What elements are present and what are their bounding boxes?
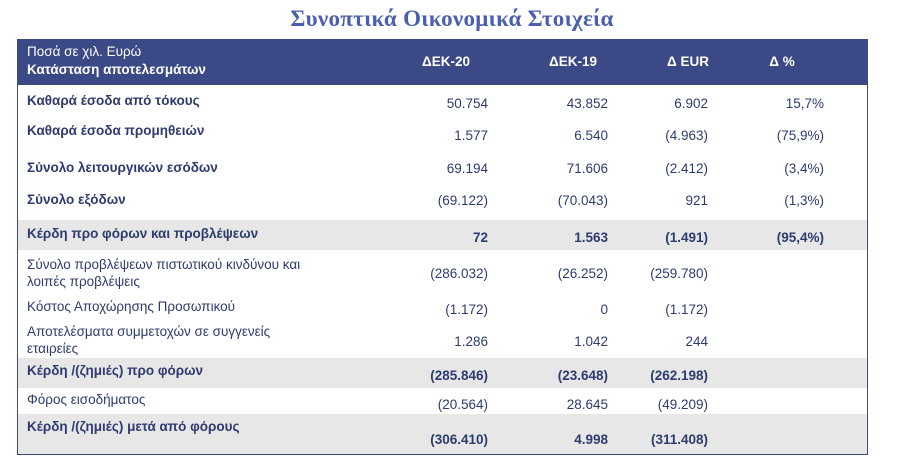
table-header <box>18 40 867 85</box>
cell-dec20: 1.286 <box>454 334 488 349</box>
col-header-delta-pct: Δ % <box>769 54 795 69</box>
cell-dec20: 72 <box>472 230 488 245</box>
cell-dec20: (306.410) <box>430 432 488 447</box>
cell-dec19: 4.998 <box>574 432 608 447</box>
cell-delta-eur: 6.902 <box>674 96 708 111</box>
cell-delta-pct: 15,7% <box>785 96 824 111</box>
cell-delta-pct: (3,4%) <box>784 161 824 176</box>
table-row-highlight <box>18 414 867 454</box>
cell-delta-pct: (75,9%) <box>776 128 824 143</box>
cell-dec20: (20.564) <box>437 397 488 412</box>
cell-delta-pct: (95,4%) <box>776 230 824 245</box>
row-label-line1: Σύνολο προβλέψεων πιστωτικού κινδύνου και <box>27 257 301 272</box>
table-row <box>18 292 867 320</box>
cell-delta-eur: (262.198) <box>650 368 708 383</box>
table-row <box>18 116 867 150</box>
row-label: Σύνολο λειτουργικών εσόδων <box>27 160 218 175</box>
cell-delta-eur: 244 <box>685 334 708 349</box>
table-row <box>18 252 867 292</box>
cell-dec20: (69.122) <box>437 193 488 208</box>
table-row-highlight <box>18 358 867 388</box>
cell-delta-eur: (1.491) <box>665 230 708 245</box>
cell-dec20: 1.577 <box>454 128 488 143</box>
cell-dec20: (285.846) <box>430 368 488 383</box>
row-label: Κέρδη προ φόρων και προβλέψεων <box>27 226 259 241</box>
cell-delta-eur: (311.408) <box>650 432 708 447</box>
cell-dec19: 1.042 <box>574 334 608 349</box>
cell-dec19: (23.648) <box>557 368 608 383</box>
cell-dec19: (70.043) <box>557 193 608 208</box>
cell-delta-eur: (259.780) <box>650 266 708 281</box>
cell-dec20: (1.172) <box>445 302 488 317</box>
cell-dec19: 0 <box>600 302 608 317</box>
units-label: Ποσά σε χιλ. Ευρώ <box>27 44 142 59</box>
cell-dec20: 50.754 <box>446 96 488 111</box>
cell-dec19: 28.645 <box>566 397 608 412</box>
cell-delta-pct: (1,3%) <box>784 193 824 208</box>
page-title: Συνοπτικά Οικονομικά Στοιχεία <box>290 6 614 31</box>
row-label: Καθαρά έσοδα προμηθειών <box>27 123 205 138</box>
cell-delta-eur: (49.209) <box>657 397 708 412</box>
row-label: Καθαρά έσοδα από τόκους <box>27 93 200 108</box>
cell-dec19: 71.606 <box>566 161 608 176</box>
cell-delta-eur: (2.412) <box>665 161 708 176</box>
col-header-delta-eur: Δ EUR <box>667 54 709 69</box>
cell-dec19: 43.852 <box>566 96 608 111</box>
row-label-line1: Αποτελέσματα συμμετοχών σε συγγενείς <box>27 324 271 339</box>
row-label: Φόρος εισοδήματος <box>27 392 146 407</box>
table-row <box>18 320 867 358</box>
cell-dec19: 1.563 <box>574 230 608 245</box>
col-header-dec20: ΔΕΚ-20 <box>422 54 470 69</box>
row-label: Κέρδη /(ζημιές) προ φόρων <box>27 363 203 378</box>
row-label: Κόστος Αποχώρησης Προσωπικού <box>27 299 236 314</box>
row-label: Κέρδη /(ζημιές) μετά από φόρους <box>27 419 240 434</box>
cell-dec20: 69.194 <box>446 161 488 176</box>
cell-delta-eur: (1.172) <box>665 302 708 317</box>
row-label-line2: λοιπές προβλέψεις <box>27 274 140 289</box>
cell-dec20: (286.032) <box>430 266 488 281</box>
financial-table <box>17 39 868 455</box>
statement-label: Κατάσταση αποτελεσμάτων <box>27 62 206 77</box>
cell-dec19: (26.252) <box>557 266 608 281</box>
table-row <box>18 388 867 414</box>
table-row <box>18 150 867 182</box>
table-row <box>18 182 867 220</box>
row-label-line2: εταιρείες <box>27 341 79 356</box>
table-row-highlight <box>18 220 867 250</box>
cell-delta-eur: 921 <box>685 193 708 208</box>
cell-delta-eur: (4.963) <box>665 128 708 143</box>
table-row <box>18 86 867 116</box>
row-label: Σύνολο εξόδων <box>27 192 126 207</box>
col-header-dec19: ΔΕΚ-19 <box>549 54 597 69</box>
cell-dec19: 6.540 <box>574 128 608 143</box>
